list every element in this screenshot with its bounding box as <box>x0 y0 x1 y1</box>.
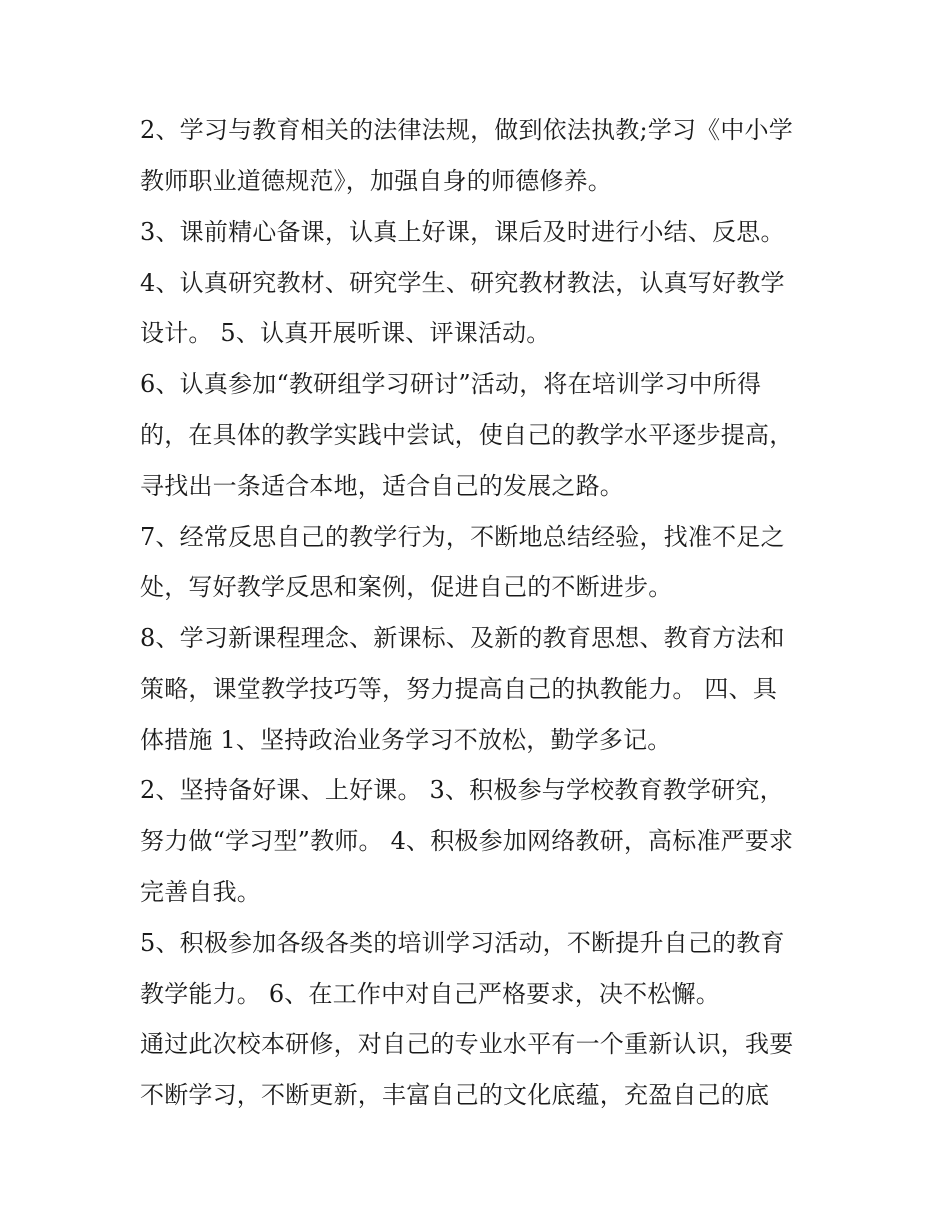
text-line: 设计。 5、认真开展听课、评课活动。 <box>140 319 551 347</box>
text-line: 完善自我。 <box>140 878 261 906</box>
text-line: 8、学习新课程理念、新课标、及新的教育思想、教育方法和 <box>140 624 785 652</box>
text-line: 5、积极参加各级各类的培训学习活动，不断提升自己的教育 <box>140 929 785 957</box>
text-line: 2、坚持备好课、上好课。 3、积极参与学校教育教学研究， <box>140 776 784 804</box>
text-line: 教学能力。 6、在工作中对自己严格要求，决不松懈。 <box>140 980 720 1008</box>
text-line: 努力做“学习型”教师。 4、积极参加网络教研，高标准严要求 <box>140 827 794 855</box>
text-line: 2、学习与教育相关的法律法规，做到依法执教;学习《中小学 <box>140 116 793 144</box>
text-line: 不断学习，不断更新，丰富自己的文化底蕴，充盈自己的底 <box>140 1081 770 1109</box>
text-line: 处，写好教学反思和案例，促进自己的不断进步。 <box>140 573 673 601</box>
text-line: 的，在具体的教学实践中尝试，使自己的教学水平逐步提高， <box>140 421 794 449</box>
text-line: 寻找出一条适合本地，适合自己的发展之路。 <box>140 472 624 500</box>
text-line: 4、认真研究教材、研究学生、研究教材教法，认真写好教学 <box>140 269 785 297</box>
text-line: 通过此次校本研修，对自己的专业水平有一个重新认识，我要 <box>140 1030 794 1058</box>
text-line: 体措施 1、坚持政治业务学习不放松，勤学多记。 <box>140 726 672 754</box>
text-line: 策略，课堂教学技巧等，努力提高自己的执教能力。 四、具 <box>140 675 778 703</box>
text-line: 7、经常反思自己的教学行为，不断地总结经验，找准不足之 <box>140 523 785 551</box>
text-line: 3、课前精心备课，认真上好课，课后及时进行小结、反思。 <box>140 218 785 246</box>
text-line: 教师职业道德规范》，加强自身的师德修养。 <box>140 167 612 195</box>
text-line: 6、认真参加“教研组学习研讨”活动，将在培训学习中所得 <box>140 370 762 398</box>
